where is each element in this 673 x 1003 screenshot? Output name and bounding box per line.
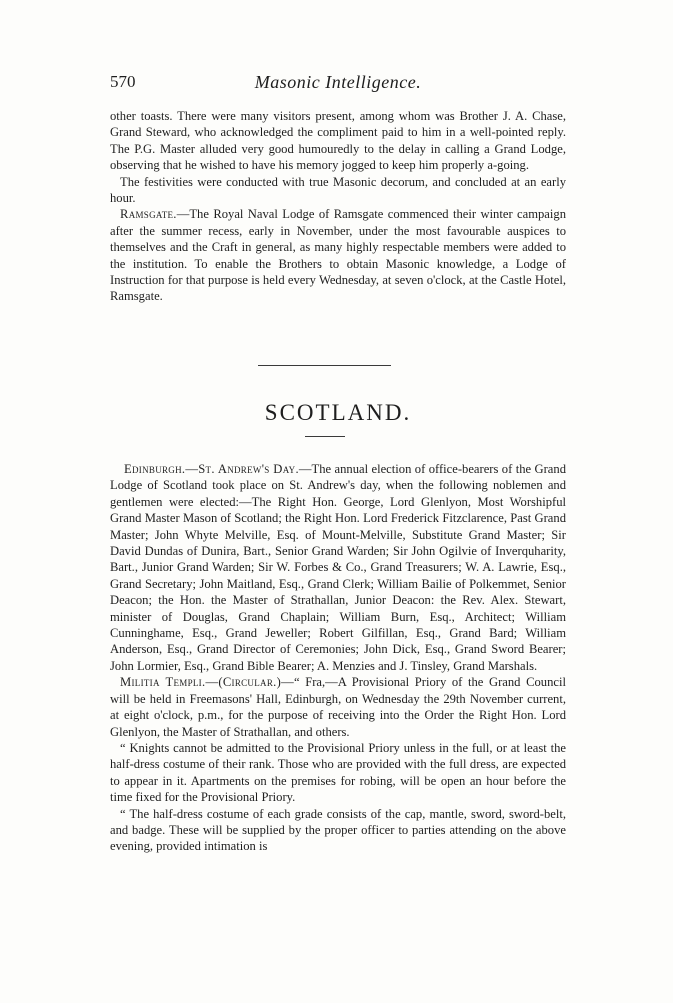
ramsgate-text: —The Royal Naval Lodge of Ramsgate commenced their winter campaign after the summer recess, early in November, under the most favourable auspices to themselves and the Craft in general, as many highly respectable members were added to the institution. To enable the Brothers to obtain Masonic knowledge, a Lodge of Instruction for that purpose is held every Wednesday, at seven o'clock, at the Castle Hotel, Ramsgate. <box>110 207 566 304</box>
edinburgh-heading: Edinburgh. <box>124 462 186 476</box>
edinburgh-text: —The annual election of office-bearers of the Grand Lodge of Scotland took place on St. Andrew's day, when the following noblemen and gentlemen were elected:—The Right Hon. George, Lord Glenlyon, Most Worshipful Grand Master Mason of Scotland; the Right Hon. Lord Frederick Fitzclarence, Past Grand Master; John Whyte Melville, Esq. of Mount-Melville, Substitute Grand Master; Sir David Dundas of Dunira, Bart., Senior Grand Warden; Sir John Ogilvie of Inverquharity, Bart., Junior Grand Warden; Sir W. Forbes & Co., Grand Treasurers; W. A. Lawrie, Esq., Grand Secretary; John Maitland, Esq., Grand Clerk; William Bailie of Polkemmet, Senior Deacon; the Hon. the Master of Strathallan, Junior Deacon: the Rev. Alex. Stewart, minister of Douglas, Grand Chaplain; William Burn, Esq., Architect; William Cunninghame, Esq., Grand Jeweller; Robert Gilfillan, Esq., Grand Bard; William Anderson, Esq., Grand Director of Ceremonies; John Dick, Esq., Grand Sword Bearer; John Lormier, Esq., Grand Bible Bearer; A. Menzies and J. Tinsley, Grand Marshals. <box>110 462 566 673</box>
running-title: Masonic Intelligence. <box>254 72 422 92</box>
st-andrews-day-heading: —St. Andrew's Day. <box>185 462 299 476</box>
paragraph-knights: “ Knights cannot be admitted to the Provisional Priory unless in the full, or at least the half-dress costume of their rank. Those who are provided with the full dress, are expected to appear in it. Apartments on the premises for robing, will be open an hour before the time fixed for the Provisional Priory. <box>110 740 566 805</box>
title-underline <box>305 436 345 437</box>
militia-heading: Militia Templi. <box>120 675 206 690</box>
section-divider <box>258 365 391 366</box>
paragraph-toasts: other toasts. There were many visitors present, among whom was Brother J. A. Chase, Grand Steward, who acknowledged the compliment paid to him in a well-pointed reply. The P.G. Master alluded very good humouredly to the delay in calling a Grand Lodge, observing that he wished to have his memory jogged to keep him properly a-going. <box>110 109 566 173</box>
running-head <box>110 72 566 98</box>
paragraph-edinburgh <box>110 461 566 674</box>
circular-heading: —(Circular.)— <box>205 675 294 690</box>
section-title: SCOTLAND. <box>264 400 412 425</box>
scotland-text-block <box>110 461 566 855</box>
paragraph-half-dress: “ The half-dress costume of each grade consists of the cap, mantle, sword, sword-belt, and badge. These will be supplied by the proper officer to parties attending on the above evening, provided intimation is <box>110 806 566 854</box>
paragraph-militia-templi <box>110 674 566 740</box>
paragraph-ramsgate <box>110 206 566 304</box>
page-number: 570 <box>110 72 136 91</box>
ramsgate-heading: Ramsgate. <box>120 207 177 222</box>
top-text-block <box>110 108 566 305</box>
militia-text: “ Fra,—A Provisional Priory of the Grand Council will be held in Freemasons' Hall, Edinburgh, on Wednesday the 29th November current, at eight o'clock, p.m., for the purpose of receiving into the Order the Right Hon. Lord Glenlyon, the Master of Strathallan, and others. <box>110 675 566 739</box>
paragraph-festivities: The festivities were conducted with true Masonic decorum, and concluded at an early hour. <box>110 174 566 206</box>
